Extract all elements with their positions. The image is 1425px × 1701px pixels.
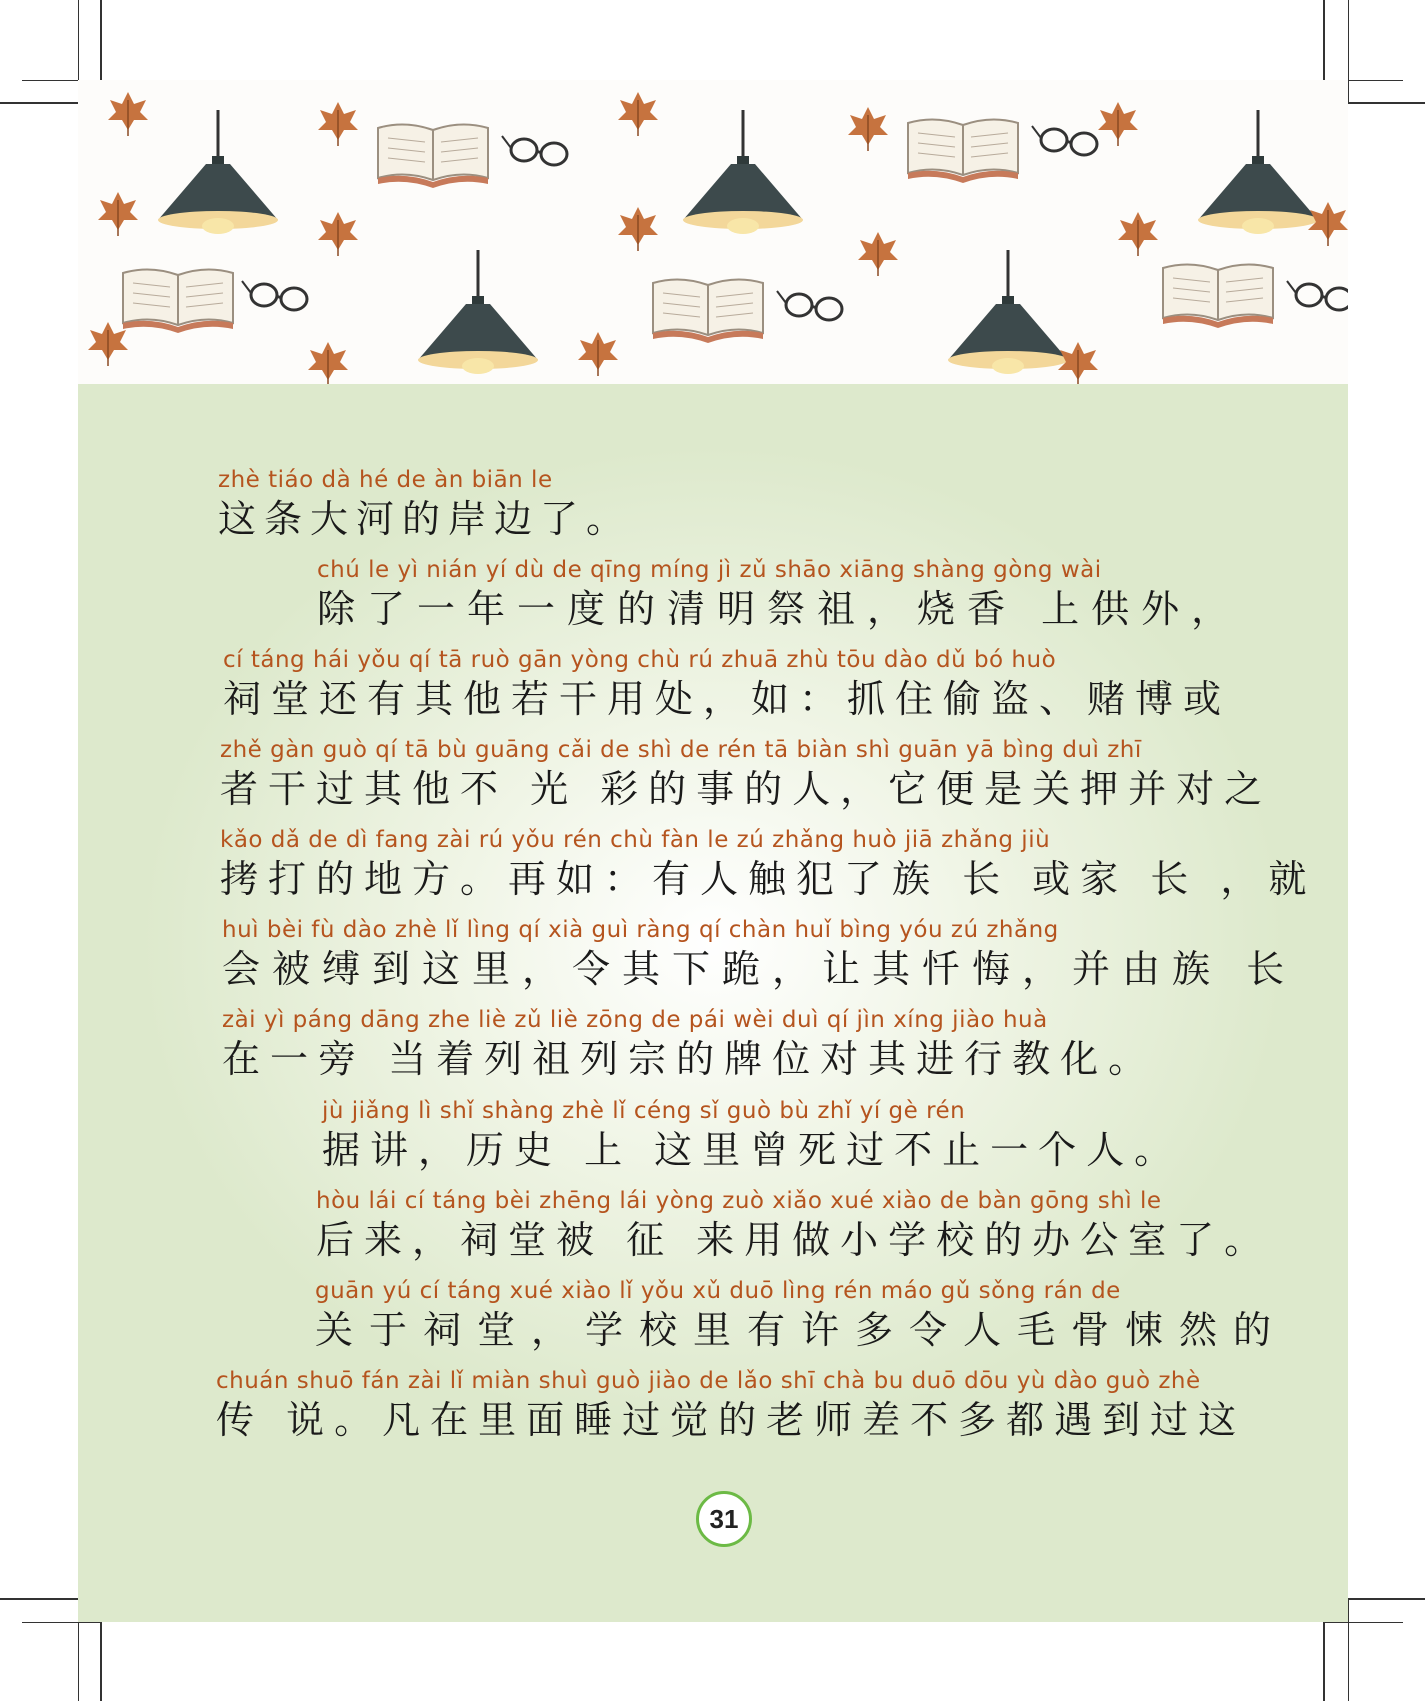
page-number: 31	[696, 1491, 752, 1547]
hanzi-text: 传 说。凡在里面睡过觉的老师差不多都遇到过这	[216, 1398, 1247, 1442]
hanzi-text: 在一旁 当着列祖列宗的牌位对其进行教化。	[222, 1037, 1157, 1081]
pinyin-text: hòu lái cí táng bèi zhēng lái yòng zuò xiǎo xué xiào de bàn gōng shì le	[316, 1188, 1162, 1214]
text-line	[317, 556, 1241, 640]
crop-mark	[1323, 1622, 1325, 1701]
crop-mark	[100, 0, 102, 80]
hanzi-text: 这条大河的岸边了。	[218, 497, 633, 541]
pinyin-text: kǎo dǎ de dì fang zài rú yǒu rén chù fàn le zú zhǎng huò jiā zhǎng jiù	[220, 827, 1051, 853]
pinyin-text: huì bèi fù dào zhè lǐ lìng qí xià guì ràng qí chàn huǐ bìng yóu zú zhǎng	[222, 917, 1059, 943]
text-line	[315, 1277, 1287, 1361]
hanzi-text: 关于祠堂，学校里有许多令人毛骨悚然的	[315, 1308, 1288, 1352]
lamp-icon	[158, 110, 278, 234]
hanzi-text: 后来，祠堂被 征 来用做小学校的办公室了。	[316, 1218, 1273, 1262]
pinyin-text: zhě gàn guò qí tā bù guāng cǎi de shì de rén tā biàn shì guān yā bìng duì zhī	[220, 737, 1142, 763]
crop-mark	[0, 102, 80, 104]
hanzi-text: 除了一年一度的清明祭祖，烧香 上供外，	[317, 587, 1242, 631]
decorative-illustration-band	[78, 80, 1348, 385]
crop-mark	[100, 1622, 102, 1701]
pinyin-text: zhè tiáo dà hé de àn biān le	[218, 467, 553, 493]
crop-mark	[1348, 0, 1349, 104]
text-line	[322, 1097, 1182, 1181]
crop-mark	[1345, 1598, 1425, 1600]
pinyin-text: chú le yì nián yí dù de qīng míng jì zǔ shāo xiāng shàng gòng wài	[317, 557, 1102, 583]
book-icon	[378, 124, 488, 188]
hanzi-text: 拷打的地方。再如：有人触犯了族 长 或家 长 ，就	[220, 857, 1317, 901]
crop-mark	[1348, 1598, 1349, 1701]
pinyin-text: chuán shuō fán zài lǐ miàn shuì guò jiào de lǎo shī chà bu duō dōu yù dào guò zhè	[216, 1368, 1201, 1394]
crop-mark	[1323, 1622, 1403, 1623]
pattern-illustration	[78, 80, 1348, 385]
text-line	[220, 736, 1272, 820]
text-line	[316, 1187, 1272, 1271]
pinyin-text: cí táng hái yǒu qí tā ruò gān yòng chù rú zhuā zhù tōu dào dǔ bó huò	[223, 647, 1057, 673]
pinyin-text: guān yú cí táng xué xiào lǐ yǒu xǔ duō lìng rén máo gǔ sǒng rán de	[315, 1278, 1121, 1304]
crop-mark	[0, 1598, 80, 1600]
text-line	[222, 916, 1296, 1000]
crop-mark	[1323, 0, 1325, 80]
text-line	[216, 1367, 1246, 1451]
glasses-icon	[502, 136, 567, 165]
hanzi-text: 者干过其他不 光 彩的事的人，它便是关押并对之	[220, 767, 1273, 811]
crop-mark	[22, 1622, 102, 1623]
leaf-icon	[108, 92, 148, 136]
pinyin-text: zài yì páng dāng zhe liè zǔ liè zōng de pái wèi duì qí jìn xíng jiào huà	[222, 1007, 1048, 1033]
crop-mark	[1345, 102, 1425, 104]
hanzi-text: 据讲，历史 上 这里曾死过不止一个人。	[322, 1128, 1183, 1172]
hanzi-text: 祠堂还有其他若干用处，如：抓住偷盗、赌博或	[223, 677, 1232, 721]
text-line	[223, 646, 1231, 730]
hanzi-text: 会被缚到这里，令其下跪，让其忏悔，并由族 长	[222, 947, 1297, 991]
pinyin-text: jù jiǎng lì shǐ shàng zhè lǐ céng sǐ guò bù zhǐ yí gè rén	[322, 1098, 966, 1124]
text-line	[222, 1006, 1156, 1090]
text-line	[220, 826, 1316, 910]
text-line	[218, 466, 632, 550]
